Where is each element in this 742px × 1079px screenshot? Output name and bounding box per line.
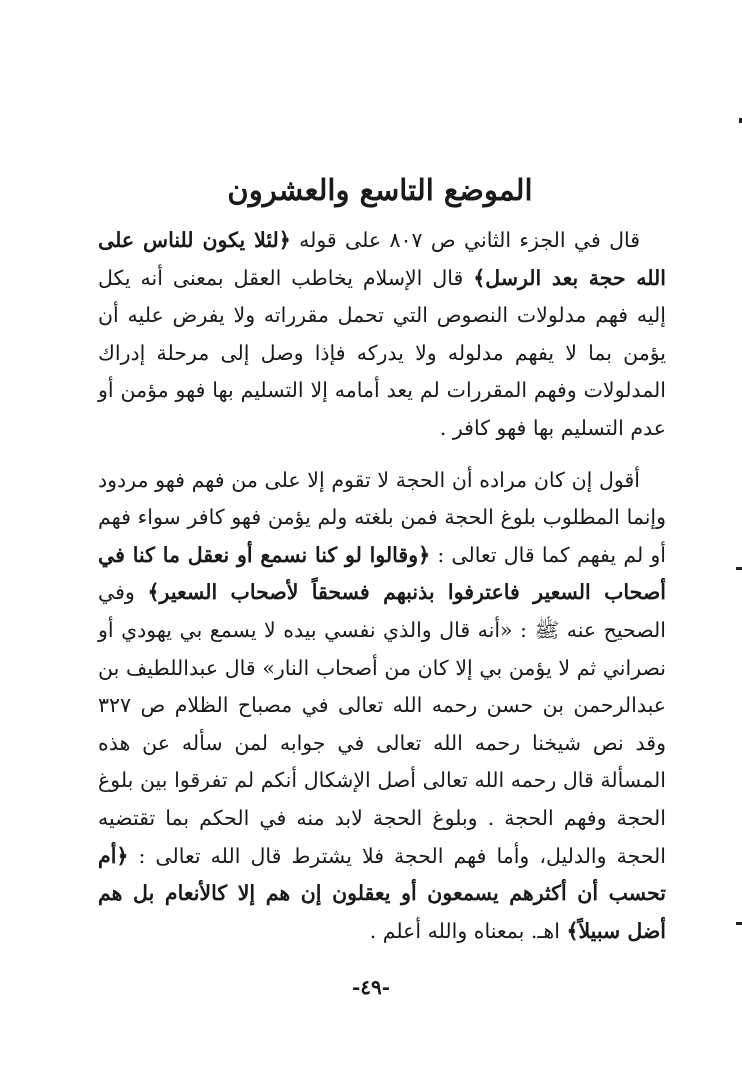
page-title: الموضع التاسع والعشرون	[227, 173, 533, 207]
paragraph-text: اهـ. بمعناه والله أعلم .	[369, 918, 567, 943]
paragraph-response	[98, 462, 666, 951]
paragraph-text: وفي الصحيح عنه ﷺ : «أنه قال والذي نفسي بيده لا يسمع بي يهودي أو نصراني ثم لا يؤمن بي إلا كان من أصحاب النار» قال عبداللطيف بن عبدالرحمن بن حسن رحمه الله تعالى في مصباح الظلام ص ٣٢٧ وقد نص شيخنا رحمه الله تعالى في جوابه لمن سأله عن هذه المسألة قال رحمه الله تعالى أصل الإشكال أنكم لم تفرقوا بين بلوغ الحجة وفهم الحجة . وبلوغ الحجة لابد منه في الحكم بما تقتضيه الحجة والدليل، وأما فهم الحجة فلا يشترط قال الله تعالى :	[98, 580, 666, 868]
quran-verse-bold: ﴿أم تحسب أن أكثرهم يسمعون أو يعقلون إن هم إلا كالأنعام بل هم أضل سبيلاً﴾	[98, 843, 666, 943]
paragraph-text: قال في الجزء الثاني ص ٨٠٧ على قوله	[290, 228, 641, 252]
paragraph-text: أقول إن كان مراده أن الحجة لا تقوم إلا على من فهم فهو مردود وإنما المطلوب بلوغ الحجة فمن بلغته ولم يؤمن فهو كافر سواء فهم أو لم يفهم كما قال تعالى :	[98, 467, 666, 567]
paragraph-text: قال الإسلام يخاطب العقل بمعنى أنه يكل إليه فهم مدلولات النصوص التي تحمل مقرراته ولا يفرض عليه أن يؤمن بما لا يفهم مدلوله ولا يدركه فإذا وصل إلى مرحلة إدراك المدلولات وفهم المقررات لم يعد أمامه إلا التسليم بها فهو مؤمن أو عدم التسليم بها فهو كافر .	[98, 265, 666, 440]
scan-edge-mark	[736, 567, 742, 570]
body-text	[98, 222, 666, 950]
scan-edge-mark	[736, 922, 742, 925]
quran-verse-bold: ﴿وقالوا لو كنا نسمع أو نعقل ما كنا في أصحاب السعير فاعترفوا بذنبهم فسحقاً لأصحاب السعير﴾	[98, 542, 666, 605]
page-number: -٤٩-	[351, 975, 391, 999]
quran-verse-bold: ﴿لئلا يكون للناس على الله حجة بعد الرسل﴾	[98, 228, 667, 290]
paragraph-quote	[98, 222, 666, 448]
